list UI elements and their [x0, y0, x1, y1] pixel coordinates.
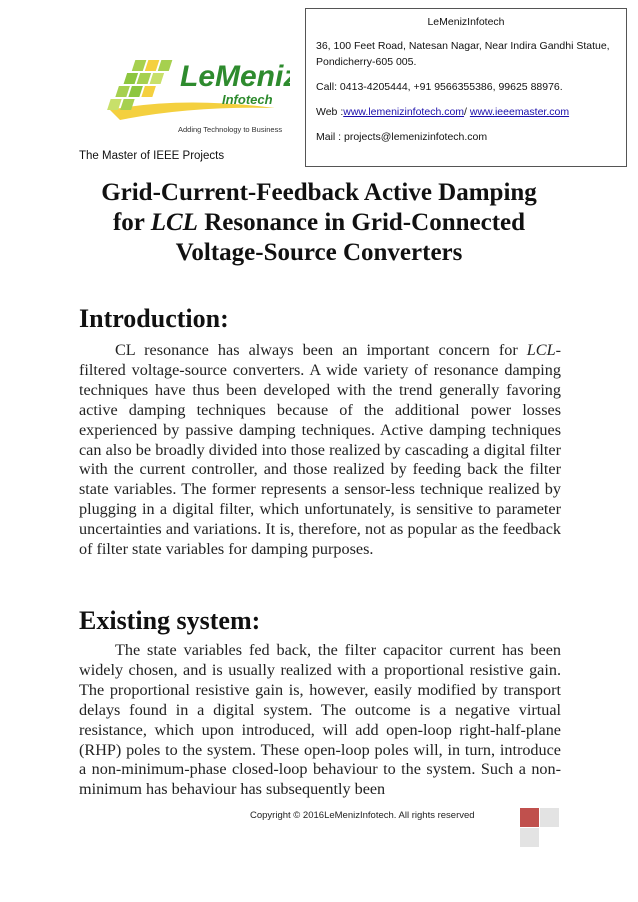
phone: Call: 0413-4205444, +91 9566355386, 99625 88976. — [316, 81, 563, 93]
company-logo — [100, 48, 290, 138]
footer-square-red — [520, 808, 539, 827]
contact-box — [305, 8, 627, 167]
logo-tagline: Adding Technology to Business — [178, 125, 283, 134]
web-link-lemeniz[interactable]: www.lemenizinfotech.com — [343, 106, 465, 118]
introduction-heading: Introduction: — [79, 304, 229, 333]
web-link-ieeemaster[interactable]: www.ieeemaster.com — [469, 106, 570, 118]
logo-graphic — [100, 48, 290, 138]
web-separator: / — [464, 106, 470, 118]
footer-square-gray — [540, 808, 559, 827]
web-line — [316, 104, 616, 120]
copyright: Copyright © 2016LeMenizInfotech. All rights reserved — [250, 810, 475, 821]
company-name: LeMenizInfotech — [427, 16, 505, 28]
logo-word-main: LeMeniz — [180, 60, 290, 93]
footer-square-gray-2 — [520, 828, 539, 847]
master-text: The Master of IEEE Projects — [79, 150, 225, 162]
title-line-1: Grid-Current-Feedback Active Damping — [101, 179, 537, 206]
title-line-2: for LCL Resonance in Grid-Connected — [112, 209, 526, 236]
web-label: Web : — [316, 106, 344, 118]
mail: Mail : projects@lemenizinfotech.com — [316, 131, 488, 143]
document-title — [60, 178, 578, 268]
address: 36, 100 Feet Road, Natesan Nagar, Near Indira Gandhi Statue, Pondicherry-605 005. — [316, 40, 610, 68]
existing-system-heading: Existing system: — [79, 606, 261, 635]
existing-system-paragraph: The state variables fed back, the filter capacitor current has been widely chosen, and is usually realized with a proportional resistive gain. The proportional resistive gain is, however, easily modified by transport delays found in a digital system. The outcome is a negative virtual resistance, which upon introduced, will add open-loop right-half-plane (RHP) poles to the system. These open-loop poles will, in turn, introduce a non-minimum-phase closed-loop behaviour to the system. Such a non-minimum has behaviour has subsequently been — [79, 641, 561, 799]
logo-word-sub: Infotech — [222, 92, 273, 107]
title-line-3: Voltage-Source Converters — [175, 239, 463, 266]
introduction-paragraph: CL resonance has always been an important concern for LCL-filtered voltage-source converters. A wide variety of resonance damping techniques have thus been developed with the trend generally favoring active damping techniques because of the additional power losses experienced by passive damping techniques. Active damping techniques can also be broadly divided into those realized by cascading a digital filter with the current controller, and those realized by feeding back the filter state variables. The former represents a sensor-less technique realized by plugging in a digital filter, which unfortunately, is sensitive to parameter uncertainties and variations. It is, therefore, not as popular as the feedback of filter state variables for damping purposes. — [79, 341, 561, 559]
title-lcl: LCL — [150, 209, 198, 236]
